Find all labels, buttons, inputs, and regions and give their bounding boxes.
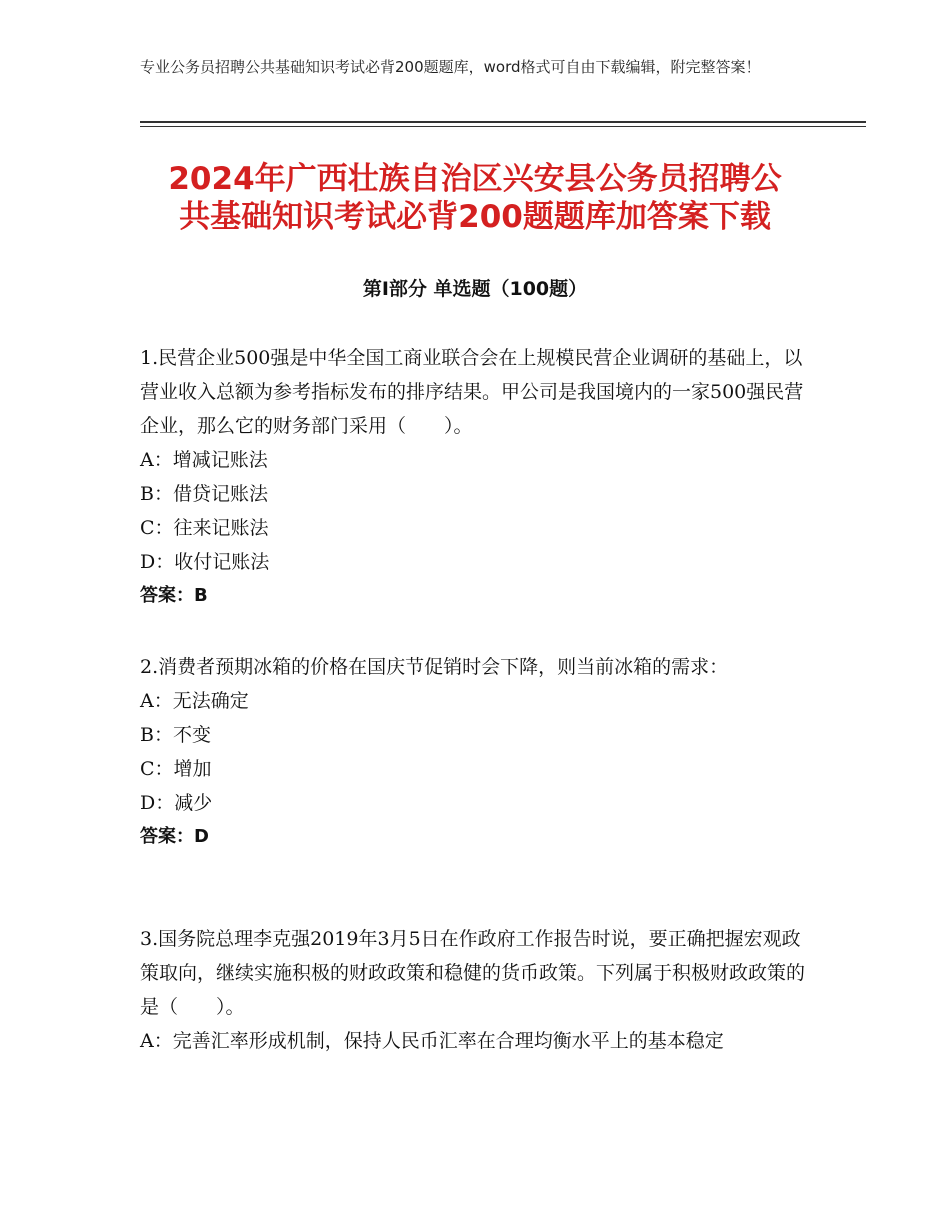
- header-divider-thin: [140, 126, 866, 127]
- option-d: D：收付记账法: [140, 551, 270, 573]
- header-note: 专业公务员招聘公共基础知识考试必背200题题库，word格式可自由下载编辑，附完整答案！: [140, 58, 761, 76]
- option-a: A：无法确定: [140, 690, 249, 712]
- document-title-line-1: 2024年广西壮族自治区兴安县公务员招聘公: [168, 161, 782, 197]
- option-c: C：往来记账法: [140, 517, 269, 539]
- question-stem: 1.民营企业500强是中华全国工商业联合会在上规模民营企业调研的基础上，以营业收入总额为参考指标发布的排序结果。甲公司是我国境内的一家500强民营企业，那么它的财务部门采用（ ）。: [140, 347, 804, 437]
- section-title: 第Ⅰ部分 单选题（100题）: [362, 278, 588, 300]
- option-a: A：完善汇率形成机制，保持人民币汇率在合理均衡水平上的基本稳定: [140, 1030, 724, 1052]
- option-a: A：增减记账法: [140, 449, 268, 471]
- document-title: [100, 160, 850, 236]
- question-2: [140, 650, 812, 854]
- document-title-line-2: 共基础知识考试必背200题题库加答案下载: [179, 199, 771, 235]
- question-stem: 2.消费者预期冰箱的价格在国庆节促销时会下降，则当前冰箱的需求：: [140, 656, 729, 678]
- option-b: B：不变: [140, 724, 211, 746]
- answer: 答案：B: [140, 585, 208, 606]
- option-d: D：减少: [140, 792, 213, 814]
- option-b: B：借贷记账法: [140, 483, 268, 505]
- answer: 答案：D: [140, 826, 209, 847]
- question-3: [140, 922, 812, 1058]
- option-c: C：增加: [140, 758, 212, 780]
- header-divider-thick: [140, 121, 866, 123]
- question-1: [140, 341, 812, 613]
- question-stem: 3.国务院总理李克强2019年3月5日在作政府工作报告时说，要正确把握宏观政策取向，继续实施积极的财政政策和稳健的货币政策。下列属于积极财政政策的是（ ）。: [140, 928, 806, 1018]
